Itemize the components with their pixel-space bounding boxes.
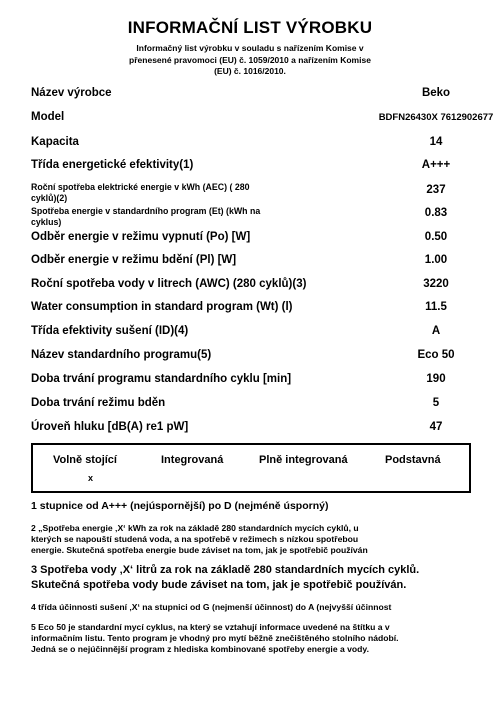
subtitle-line: přenesené pravomoci (EU) č. 1059/2010 a nařízením Komise bbox=[129, 54, 371, 65]
subtitle-line: (EU) č. 1016/2010. bbox=[214, 66, 286, 76]
row-label bbox=[31, 182, 250, 203]
row-value: 237 bbox=[426, 184, 446, 196]
selected-option-mark: x bbox=[88, 473, 94, 483]
row-value: 190 bbox=[426, 373, 446, 385]
note-line: energie. Skutečná spotřeba energie bude záviset na tom, jak je spotřebič používán bbox=[31, 545, 368, 555]
row-value: 1.00 bbox=[424, 254, 448, 266]
row-value: 5 bbox=[432, 397, 440, 409]
row-label: Odběr energie v režimu vypnutí (Po) [W] bbox=[31, 231, 251, 243]
note-line: kterých se napouští studená voda, a na spotřebě v režimech s nízkou spotřebou bbox=[31, 534, 359, 544]
option-fully-integrated: Plně integrovaná bbox=[259, 454, 348, 466]
note-2 bbox=[31, 523, 481, 556]
row-label: Kapacita bbox=[31, 136, 79, 148]
row-label: Water consumption in standard program (Wt) (l) bbox=[31, 301, 293, 313]
note-4: 4 třída účinnosti sušení ‚X‘ na stupnici od G (nejmenší účinnost) do A (nejvyšší účinnost bbox=[31, 602, 392, 612]
row-label-line: Roční spotřeba elektrické energie v kWh (AEC) ( 280 bbox=[31, 182, 250, 192]
row-value: 47 bbox=[429, 421, 443, 433]
row-label-line: cyklus) bbox=[31, 216, 62, 227]
note-1: 1 stupnice od A+++ (nejúspornější) po D (nejméně úsporný) bbox=[31, 500, 329, 512]
note-line: 2 „Spotřeba energie ‚X‘ kWh za rok na základě 280 standardních mycích cyklů, u bbox=[31, 523, 359, 533]
installation-options-box bbox=[31, 443, 471, 493]
row-value: Beko bbox=[421, 87, 451, 99]
note-line: Skutečná spotřeba vody bude záviset na tom, jak je spotřebič používán. bbox=[31, 579, 407, 591]
note-line: 5 Eco 50 je standardní mycí cyklus, na který se vztahují informace uvedené na štítku a v bbox=[31, 622, 390, 632]
row-value: BDFN26430X 7612902677 bbox=[378, 112, 494, 123]
note-line: 3 Spotřeba vody ‚X‘ litrů za rok na základě 280 standardních mycích cyklů. bbox=[31, 564, 420, 576]
row-label: Název standardního programu(5) bbox=[31, 349, 212, 361]
row-label: Doba trvání programu standardního cyklu [min] bbox=[31, 373, 292, 385]
row-label: Třída efektivity sušení (ID)(4) bbox=[31, 325, 189, 337]
row-label: Model bbox=[31, 111, 65, 123]
row-label-line: cyklů)(2) bbox=[31, 192, 68, 203]
row-value: 3220 bbox=[423, 278, 449, 290]
note-line: informačním listu. Tento program je vhodný pro mytí běžně znečištěného stolního nádobí. bbox=[31, 633, 399, 643]
row-label: Doba trvání režimu bděn bbox=[31, 397, 166, 409]
note-5 bbox=[31, 622, 481, 655]
row-label: Třída energetické efektivity(1) bbox=[31, 159, 194, 171]
row-label: Odběr energie v režimu bdění (Pl) [W] bbox=[31, 254, 237, 266]
note-line: Jedná se o nejúčinnější program z hlediska kombinované spotřeby energie a vody. bbox=[31, 644, 369, 654]
row-label: Název výrobce bbox=[31, 87, 112, 99]
note-3 bbox=[31, 563, 481, 593]
row-label: Úroveň hluku [dB(A) re1 pW] bbox=[31, 421, 189, 433]
row-value: Eco 50 bbox=[417, 349, 455, 361]
document-subtitle bbox=[80, 43, 420, 78]
option-integrated: Integrovaná bbox=[161, 454, 224, 466]
row-value: A+++ bbox=[421, 159, 451, 171]
document-title: INFORMAČNÍ LIST VÝROBKU bbox=[127, 18, 373, 37]
row-value: 0.50 bbox=[424, 231, 448, 243]
row-label: Roční spotřeba vody v litrech (AWC) (280 cyklů)(3) bbox=[31, 278, 307, 290]
row-label bbox=[31, 206, 260, 227]
row-label-line: Spotřeba energie v standardního program (Et) (kWh na bbox=[31, 206, 261, 216]
row-value: A bbox=[431, 325, 441, 337]
option-freestanding: Volně stojící bbox=[53, 454, 117, 466]
row-value: 14 bbox=[429, 136, 443, 148]
option-built-under: Podstavná bbox=[385, 454, 441, 466]
row-value: 0.83 bbox=[424, 207, 448, 219]
row-value: 11.5 bbox=[425, 301, 447, 313]
subtitle-line: Informačný list výrobku v souladu s nařízením Komise v bbox=[136, 43, 364, 53]
